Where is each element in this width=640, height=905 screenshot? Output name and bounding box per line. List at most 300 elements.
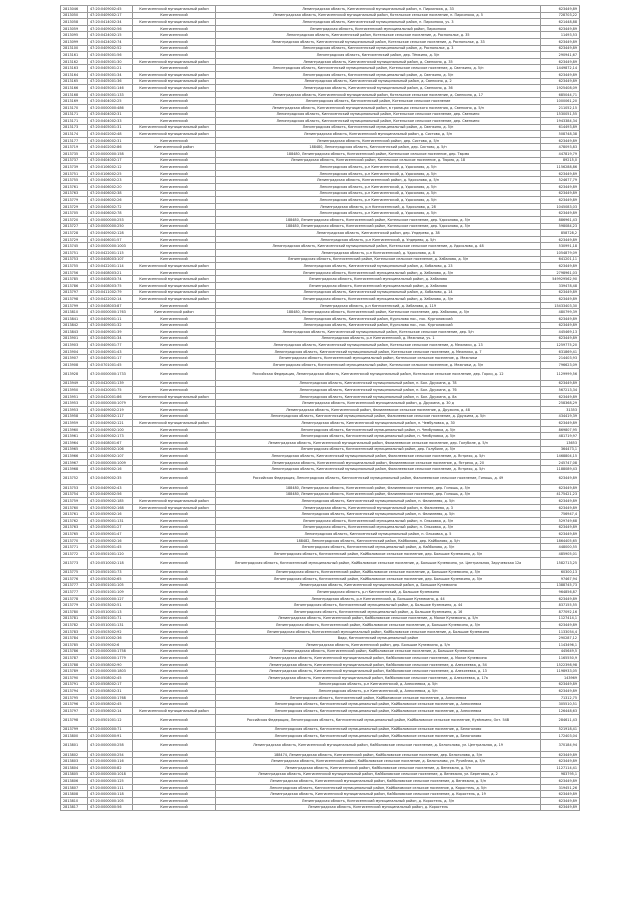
table-row (61, 615, 580, 622)
row-number: 2813817 (61, 804, 88, 811)
value-cell: 89215,0 (541, 157, 580, 164)
row-number: 2813171 (61, 118, 88, 125)
row-number: 2813908 (61, 362, 88, 369)
table-row (61, 446, 580, 453)
district-cell: Кингисеппский (133, 576, 216, 583)
address-cell: Ленинградская область, Кингисеппский район, Курголово пос., пос. Курголовский (216, 315, 541, 322)
district-cell: Кингисеппский (133, 355, 216, 362)
district-cell: Кингисеппский (133, 784, 216, 791)
address-cell: Ленинградская область, р-н Кингисеппский, д. Большое Куземкино, д. 44 (216, 595, 541, 602)
value-cell: 1143496,1 (541, 642, 580, 649)
table-row (61, 118, 580, 125)
row-number: 2813753 (61, 256, 88, 263)
cadastral-number: 47:20:0000000:253 (88, 217, 133, 224)
district-cell: Кингисеппский (133, 249, 216, 256)
table-row (61, 784, 580, 791)
cadastral-number: 47:20:0402002:86 (88, 144, 133, 151)
table-row (61, 6, 580, 13)
row-number: 2813163 (61, 65, 88, 72)
cadastral-number: 47:20:0501001:73 (88, 569, 133, 576)
table-row (61, 655, 580, 662)
table-row (61, 71, 580, 78)
address-cell: Ленинградская область, Кингисеппский муниципальный район, п. Бол. Дружина, д. 8а (216, 393, 541, 400)
row-number: 2813776 (61, 576, 88, 583)
cadastral-number: 47:20:0508002:45 (88, 701, 133, 708)
row-number: 2813804 (61, 764, 88, 771)
cadastral-number: 47:20:0405001:146 (88, 85, 133, 92)
district-cell: Кингисеппский (133, 804, 216, 811)
row-number: 2813165 (61, 78, 88, 85)
value-cell: 623449,89 (541, 484, 580, 491)
address-cell: 188480, Ленинградская область, Кингисеппский район, Котельское поселение, дер. Удосолово, д. 5/п (216, 217, 541, 224)
address-cell: Ленинградская область, Кингисеппский муниципальный район, Котельское сельское поселение, п. Пиркиноха, д. 5 (216, 12, 541, 19)
cadastral-number: 47:20:0406002:72 (88, 203, 133, 210)
row-number: 2813782 (61, 622, 88, 629)
row-number: 2813763 (61, 524, 88, 531)
table-row (61, 440, 580, 447)
row-number: 2813765 (61, 531, 88, 538)
row-number: 2813166 (61, 85, 88, 92)
cadastral-number: 47:20:0508002:90 (88, 661, 133, 668)
row-number: 2813164 (61, 71, 88, 78)
district-cell: Кингисеппский (133, 243, 216, 250)
row-number: 2813728 (61, 230, 88, 237)
district-cell: Кингисеппский муниципальный район (133, 131, 216, 138)
address-cell: 188480, Ленинградская область, Кингисеппский район, дер. Систово, д. 5/п (216, 144, 541, 151)
cadastral-number: 47:20:0501001:109 (88, 589, 133, 596)
address-cell: Ленинградская область, Кингисеппский район, Кайболовское сельское поселение, д. Большое Куземкино, д. 5/п (216, 569, 541, 576)
table-row (61, 223, 580, 230)
row-number: 2813759 (61, 498, 88, 505)
cadastral-number: 47:20:0000000:71 (88, 726, 133, 733)
row-number: 2813795 (61, 694, 88, 701)
district-cell: Кингисеппский муниципальный район (133, 707, 216, 714)
district-cell: Кингисеппский (133, 797, 216, 804)
table-row (61, 739, 580, 751)
address-cell: Ленинградская область, Кингисеппский район, Кайболовское сельское поселение, д. Венекюля, д. 5/п (216, 764, 541, 771)
table-row (61, 45, 580, 52)
table-row (61, 681, 580, 688)
row-number: 2813842 (61, 322, 88, 329)
address-cell: Ленинградская область, Кингисеппский район, Кайболовское сельское поселение, дер. Большое Куземкино, д. 5/п (216, 550, 541, 557)
district-cell: Кингисеппский (133, 557, 216, 569)
row-number: 2813777 (61, 589, 88, 596)
value-cell: 623449,89 (541, 210, 580, 217)
district-cell: Кингисеппский (133, 739, 216, 751)
table-row (61, 144, 580, 151)
address-cell: Вадо, Кингисеппский муниципальный район (216, 635, 541, 642)
table-row (61, 32, 580, 39)
district-cell: Кингисеппский муниципальный район (133, 393, 216, 400)
value-cell: 31353 (541, 407, 580, 414)
table-row (61, 217, 580, 224)
value-cell: 1530051,55 (541, 111, 580, 118)
address-cell: Ленинградская область, Кингисеппский район, Кайболовское сельское поселение, д. Малое Куземкино, д. 5/п (216, 615, 541, 622)
row-number: 2813720 (61, 217, 88, 224)
address-cell: Ленинградская область, Кингисеппский муниципальный район, п. Чембуловка, д. 30 (216, 420, 541, 427)
table-row (61, 764, 580, 771)
value-cell: 481719,97 (541, 433, 580, 440)
cadastral-number: 47:20:0506002:14 (88, 707, 133, 714)
row-number: 2813964 (61, 440, 88, 447)
address-cell: Ленинградская область, Кингисеппский муниципальный район, Кайболовское сельское поселение, д. Алексеевка (216, 701, 541, 708)
cadastral-number: 47:20:0508002:45 (88, 675, 133, 682)
district-cell: Кингисеппский (133, 269, 216, 276)
district-cell: Кингисеппский (133, 157, 216, 164)
value-cell: 623449,89 (541, 236, 580, 243)
value-cell: 623449,89 (541, 758, 580, 765)
district-cell: Кингисеппский (133, 184, 216, 191)
value-cell: 623449,89 (541, 524, 580, 531)
district-cell: Кингисеппский (133, 111, 216, 118)
value-cell: 1188089,43 (541, 466, 580, 473)
cadastral-number: 47:20:0000000:91 (88, 733, 133, 740)
row-number: 2813810 (61, 797, 88, 804)
address-cell: Ленинградская область, Кингисеппский муниципальный район, п. Ольховка, д. 5 (216, 531, 541, 538)
cadastral-number: 47:20:0406002:26 (88, 197, 133, 204)
value-cell: 623449,89 (541, 380, 580, 387)
value-cell: 623449,89 (541, 315, 580, 322)
cadastral-number: 47:20:0409002:17 (88, 12, 133, 19)
row-number: 2813761 (61, 511, 88, 518)
table-row (61, 12, 580, 19)
table-row (61, 413, 580, 420)
table-row (61, 355, 580, 362)
cadastral-number: 47:20:0405001:21 (88, 65, 133, 72)
district-cell: Кингисеппский (133, 648, 216, 655)
district-cell: Кингисеппский (133, 694, 216, 701)
address-cell: Ленинградская область, Кингисеппский муниципальный район, д. Свенкино, д. 2 (216, 78, 541, 85)
value-cell: 1127114,41 (541, 764, 580, 771)
value-cell: 623449,89 (541, 38, 580, 45)
address-cell: Ленинградская область, Кингисеппский муниципальный район, Кайболовское сельское поселение, д. Большое Куземкино (216, 628, 541, 635)
cadastral-number: 47:20:0501001:120 (88, 550, 133, 557)
row-number: 2813170 (61, 104, 88, 111)
cadastral-number: 47:20:0000000:1079 (88, 400, 133, 407)
value-cell: 445469,13 (541, 329, 580, 336)
table-row (61, 582, 580, 589)
cadastral-number: 47:20:0409002:43 (88, 484, 133, 491)
table-row (61, 400, 580, 407)
table-row (61, 322, 580, 329)
cadastral-number: 47:20:0405001:30 (88, 58, 133, 65)
row-number: 2813966 (61, 453, 88, 460)
address-cell: Ленинградская область, р-н Кингисеппский, д. Удосолово, д. 5/п (216, 210, 541, 217)
table-row (61, 289, 580, 296)
row-number: 2813770 (61, 537, 88, 544)
address-cell: Ленинградская область, Кингисеппский муниципальный район, д. Свенкино, д. 36 (216, 85, 541, 92)
address-cell: Ленинградская область, Кингисеппский муниципальный район, Кайболовское сельское поселение, д. Белоголово (216, 726, 541, 733)
table-row (61, 602, 580, 609)
value-cell: 15433403,30 (541, 302, 580, 309)
cadastral-number: 47:20:0000000:118 (88, 791, 133, 798)
address-cell: Ленинградская область, Кингисеппский муниципальный район, Фалилеевское сельское поселение, д. Ястрехо, д. 5/п (216, 466, 541, 473)
district-cell: Кингисеппский муниципальный район (133, 289, 216, 296)
district-cell: Кингисеппский (133, 342, 216, 349)
value-cell: 623449,89 (541, 184, 580, 191)
value-cell: 448000,55 (541, 544, 580, 551)
district-cell: Кингисеппский (133, 98, 216, 105)
cadastral-number: 47:20:0414002:34 (88, 19, 133, 26)
row-number: 2813753 (61, 484, 88, 491)
row-number: 2813737 (61, 157, 88, 164)
row-number: 2813799 (61, 726, 88, 733)
district-cell: Кингисеппский муниципальный район (133, 85, 216, 92)
row-number: 2813904 (61, 348, 88, 355)
table-row (61, 177, 580, 184)
address-cell: Ленинградская область, Кингисеппский муниципальный район, п. Чембуловка, д. 5/п (216, 426, 541, 433)
value-cell: 685044,71 (541, 91, 580, 98)
district-cell: Кингисеппский (133, 517, 216, 524)
table-row (61, 368, 580, 380)
value-cell: 290287,12 (541, 635, 580, 642)
district-cell: Кингисеппский муниципальный район (133, 498, 216, 505)
district-cell: Кингисеппский (133, 668, 216, 675)
table-row (61, 309, 580, 316)
row-number: 2813050 (61, 12, 88, 19)
table-row (61, 668, 580, 675)
cadastral-number: 47:20:0408003:75 (88, 282, 133, 289)
district-cell: Кингисеппский (133, 32, 216, 39)
value-cell: 290941,67 (541, 52, 580, 59)
table-row (61, 466, 580, 473)
row-number: 2813953 (61, 407, 88, 414)
address-cell: Ленинградская область, Кингисеппский район, Курголово пос., пос. Курголовский (216, 322, 541, 329)
value-cell: 631869,41 (541, 348, 580, 355)
table-row (61, 778, 580, 785)
address-cell: Ленинградская область, р-н Кингисеппский, д. Удосолово, д. 28 (216, 203, 541, 210)
address-cell: Ленинградская область, Кингисеппский муниципальный район, п. Фалилеево, д. 5/п (216, 498, 541, 505)
district-cell: Кингисеппский муниципальный район (133, 6, 216, 13)
row-number: 2813784 (61, 635, 88, 642)
value-cell: 126448,63 (541, 707, 580, 714)
value-cell: 485905,01 (541, 550, 580, 557)
table-row (61, 124, 580, 131)
address-cell: Ленинградская область, р-н Кингисеппский, д. Хабалово, д. 119 (216, 302, 541, 309)
table-row (61, 296, 580, 303)
address-cell: Ленинградская область, р-н Кингисеппский, д. Алексеевка, д. 5/п (216, 688, 541, 695)
value-cell: 319451,26 (541, 784, 580, 791)
row-number: 2813779 (61, 602, 88, 609)
row-number: 2813762 (61, 517, 88, 524)
cadastral-number: 47:20:0000000:1009 (88, 459, 133, 466)
cadastral-number: 47:20:0000000:127 (88, 595, 133, 602)
district-cell: Кингисеппский муниципальный район (133, 504, 216, 511)
value-cell: 623449,89 (541, 197, 580, 204)
value-cell: 1925408,09 (541, 85, 580, 92)
cadastral-number: 47:20:0510001:131 (88, 622, 133, 629)
address-cell: Ленинградская область, Кингисеппский муниципальный район, д. Большое Куземкино, д. 44 (216, 602, 541, 609)
address-cell: 188480, Ленинградская область, Кингисеппский район, Котельское поселение, дер. Удосолово, д. 5/п (216, 223, 541, 230)
table-row (61, 758, 580, 765)
district-cell: Кингисеппский (133, 701, 216, 708)
value-cell: 1259775,20 (541, 342, 580, 349)
cadastral-number: 47:20:0509001:27 (88, 524, 133, 531)
row-number: 2813745 (61, 243, 88, 250)
address-cell: Российская Федерация, Ленинградская область, Кингисеппский муниципальный район, Фалилеевское сельское поселение, Гипошь, д. 49 (216, 472, 541, 484)
table-row (61, 609, 580, 616)
district-cell: Кингисеппский (133, 230, 216, 237)
row-number: 2813949 (61, 380, 88, 387)
cadastral-number: 47:20:0510001:13 (88, 609, 133, 616)
address-cell: Ленинградская область, Кингисеппский муниципальный район, д. Большое Куземкино, д. 16 (216, 609, 541, 616)
row-number: 2813777 (61, 582, 88, 589)
value-cell: 1468804,15 (541, 453, 580, 460)
district-cell: Кингисеппский (133, 628, 216, 635)
cadastral-number: 47:20:0510002:36 (88, 635, 133, 642)
table-row (61, 335, 580, 342)
table-row (61, 137, 580, 144)
table-row (61, 537, 580, 544)
cadastral-number: 47:20:0503002:51 (88, 602, 133, 609)
district-cell: Кингисеппский (133, 524, 216, 531)
table-row (61, 733, 580, 740)
district-cell: Кингисеппский муниципальный район (133, 19, 216, 26)
cadastral-number: 47:20:0424002:74 (88, 38, 133, 45)
address-cell: Ленинградская область, Кингисеппский муниципальный район, д. Хабалово, д. 5/п (216, 296, 541, 303)
address-cell: Ленинградская область, Кингисеппский район, Котельское сельское поселение, д. Тюрмо, д. 18 (216, 157, 541, 164)
address-cell: Ленинградская область, Кингисеппский район, Котельское сельское поселение, д. Хабалово, д. 5/п (216, 256, 541, 263)
cadastral-number: 47:20:0000000:158 (88, 151, 133, 158)
value-cell: 60300,13 (541, 569, 580, 576)
address-cell: Ленинградская область, р-н Кингисеппский, д. Удосолово, д. 5/п (216, 190, 541, 197)
cadastral-number: 47:20:0422002:14 (88, 296, 133, 303)
address-cell: Ленинградская область, Кингисеппский район, Кайболовское сельское поселение, д. Большое Куземкино (216, 648, 541, 655)
cadastral-number: 47:20:0509002:6 (88, 642, 133, 649)
value-cell: 1864405,65 (541, 537, 580, 544)
district-cell: Кингисеппский (133, 104, 216, 111)
cadastral-number: 47:20:0409002:107 (88, 453, 133, 460)
cadastral-number: 47:20:0000000:1768 (88, 694, 133, 701)
row-number: 2813961 (61, 433, 88, 440)
table-row (61, 249, 580, 256)
table-row (61, 302, 580, 309)
cadastral-number: 47:20:0422001:114 (88, 263, 133, 270)
table-row (61, 622, 580, 629)
table-row (61, 157, 580, 164)
row-number: 2813760 (61, 504, 88, 511)
row-number: 2813739 (61, 164, 88, 171)
row-number: 2813168 (61, 91, 88, 98)
district-cell: Кингисеппский (133, 151, 216, 158)
cadastral-number: 47:20:0509002:168 (88, 504, 133, 511)
row-number: 2813058 (61, 19, 88, 26)
district-cell: Кингисеппский муниципальный район (133, 71, 216, 78)
row-number: 2813802 (61, 751, 88, 758)
address-cell: Ленинградская область, Кингисеппский муниципальный район, Кайболовское сельское поселение, д. Алексеевка, д. 54 (216, 661, 541, 668)
row-number: 2813806 (61, 778, 88, 785)
district-cell: Кингисеппский (133, 595, 216, 602)
row-number: 2813761 (61, 184, 88, 191)
address-cell: Ленинградская область, Кингисеппский район, дер. Тёмкино, д. 5/п (216, 52, 541, 59)
district-cell: Кингисеппский (133, 433, 216, 440)
district-cell: Кингисеппский (133, 170, 216, 177)
table-row (61, 190, 580, 197)
district-cell: Кингисеппский район (133, 144, 216, 151)
table-row (61, 433, 580, 440)
address-cell: Ленинградская область, Кингисеппский муниципальный район, д. Свенкино, д. 5/п (216, 124, 541, 131)
district-cell: Кингисеппский (133, 368, 216, 380)
row-number: 2813794 (61, 688, 88, 695)
row-number: 2813754 (61, 491, 88, 498)
district-cell: Кингисеппский (133, 177, 216, 184)
value-cell: 623449,89 (541, 58, 580, 65)
district-cell: Кингисеппский (133, 582, 216, 589)
table-row (61, 38, 580, 45)
cadastral-number: 47:20:0406002:31 (88, 137, 133, 144)
cadastral-number: 47:20:0406001:57 (88, 236, 133, 243)
table-row (61, 531, 580, 538)
table-row (61, 635, 580, 642)
row-number: 2813780 (61, 609, 88, 616)
value-cell: 97467,94 (541, 576, 580, 583)
address-cell: Ленинградская область, Кингисеппский муниципальный район, в границах сельского поселения, д. Свенкино, д. 5/п (216, 104, 541, 111)
value-cell: 1582713,25 (541, 557, 580, 569)
value-cell: 621448,88 (541, 19, 580, 26)
cadastral-number: 47:20:0000000:1803 (88, 668, 133, 675)
table-row (61, 701, 580, 708)
table-row (61, 348, 580, 355)
address-cell: Ленинградская область, Кингисеппский муниципальный район, п. Пиркиноха, уч. 3 (216, 19, 541, 26)
address-cell: Ленинградская область, Кингисеппский муниципальный район, д. Кайболово, д. 5/п (216, 544, 541, 551)
table-row (61, 203, 580, 210)
row-number: 2813161 (61, 52, 88, 59)
district-cell: Кингисеппский (133, 537, 216, 544)
row-number: 2813788 (61, 661, 88, 668)
cadastral-number: 47:20:0409002:173 (88, 433, 133, 440)
row-number: 2813786 (61, 648, 88, 655)
district-cell: Кингисеппский муниципальный район (133, 263, 216, 270)
address-cell: Ленинградская область, Кингисеппский муниципальный район, д. Свенкино, д. 35 (216, 58, 541, 65)
address-cell: Ленинградская область, р-н Кингисеппский, д. Ундерево, д. 5/п (216, 236, 541, 243)
value-cell: 172403,04 (541, 733, 580, 740)
district-cell: Кингисеппский (133, 642, 216, 649)
address-cell: Ленинградская область, Кингисеппский муниципальный район, д. Дружина, д. 30 д (216, 400, 541, 407)
cadastral-number: 47:20:0000000:1763 (88, 309, 133, 316)
district-cell: Кингисеппский (133, 771, 216, 778)
row-number: 2813171 (61, 111, 88, 118)
row-number: 2813785 (61, 276, 88, 283)
district-cell: Кингисеппский (133, 675, 216, 682)
cadastral-table-body (61, 6, 580, 811)
value-cell: 598084,23 (541, 223, 580, 230)
row-number: 2813901 (61, 335, 88, 342)
table-row (61, 52, 580, 59)
row-number: 2813791 (61, 681, 88, 688)
value-cell: 623449,89 (541, 751, 580, 758)
table-row (61, 197, 580, 204)
address-cell: Ленинградская область, р-н Кингисеппский, д. Межники, уч. 1 (216, 335, 541, 342)
row-number: 2813803 (61, 758, 88, 765)
address-cell: Ленинградская область, Кингисеппский муниципальный район, д. Большое Куземкино (216, 582, 541, 589)
table-row (61, 65, 580, 72)
table-row (61, 420, 580, 427)
row-number: 2813797 (61, 707, 88, 714)
address-cell: Ленинградская область, Кингисеппский муниципальный район, Котельское сельское поселение, д. Межники, д. 5/п (216, 362, 541, 369)
table-row (61, 628, 580, 635)
district-cell: Кингисеппский (133, 511, 216, 518)
address-cell: Ленинградская область, Кингисеппский муниципальный район, д. Хабалово (216, 276, 541, 283)
cadastral-number: 47:20:0503002:65 (88, 576, 133, 583)
district-cell: Кингисеппский (133, 362, 216, 369)
cadastral-number: 47:20:0409001:43 (88, 348, 133, 355)
cadastral-number: 47:20:0000000:82 (88, 764, 133, 771)
value-cell: 211052,15 (541, 104, 580, 111)
value-cell: 524677,79 (541, 177, 580, 184)
cadastral-number: 47:20:0509001:47 (88, 531, 133, 538)
row-number: 2813951 (61, 393, 88, 400)
cadastral-number: 47:20:0409001:77 (88, 342, 133, 349)
